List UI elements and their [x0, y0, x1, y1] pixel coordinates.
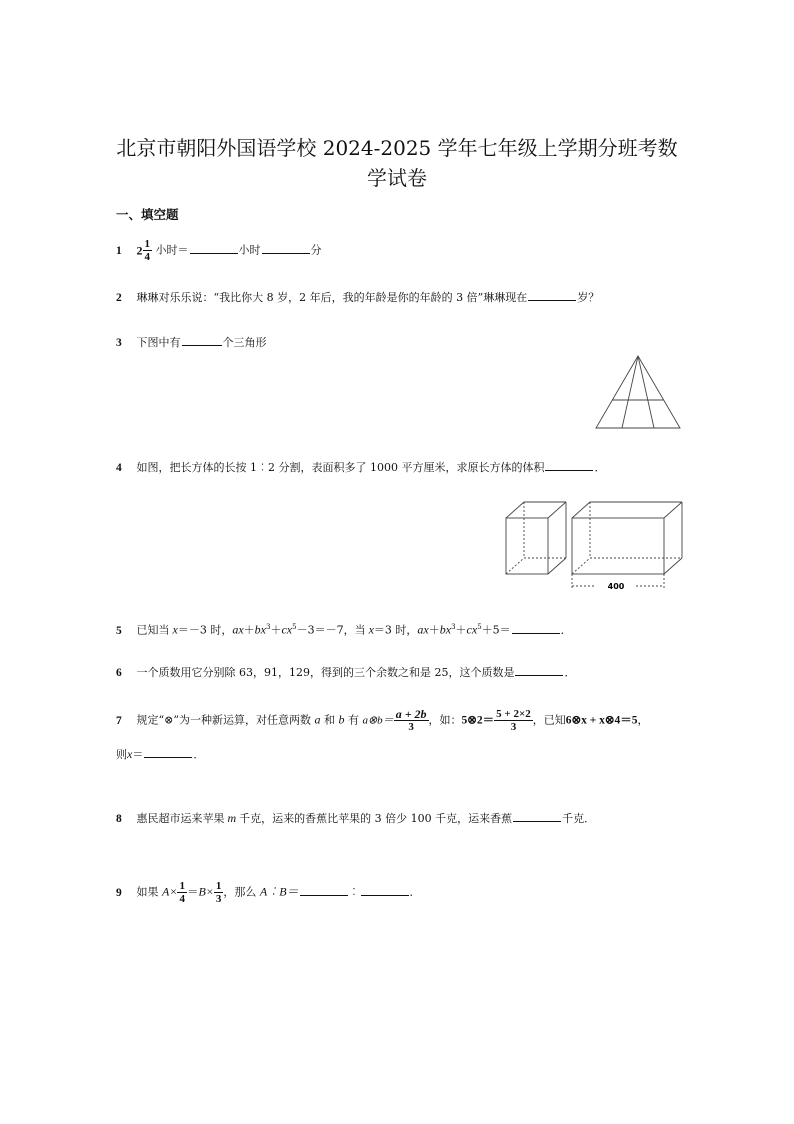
section-heading: 一、填空题 — [116, 207, 179, 222]
document-title-line-2: 学试卷 — [367, 166, 427, 190]
answer-blank[interactable] — [144, 746, 192, 758]
triangle-figure — [592, 352, 684, 432]
cuboid-figure — [500, 494, 690, 594]
fraction: $\frac{1}{3}$ — [215, 880, 222, 905]
answer-blank[interactable] — [545, 459, 593, 471]
answer-blank[interactable] — [528, 289, 576, 301]
question-5: 5 已知当 x＝－3 时，$ax+bx^3+cx^5-3=-7$，当 x＝3 时，$ax+bx^3+cx^5+5=$ ． — [116, 622, 572, 637]
answer-blank[interactable] — [515, 664, 563, 676]
answer-blank[interactable] — [262, 242, 310, 254]
answer-blank[interactable] — [300, 884, 348, 896]
answer-blank[interactable] — [361, 884, 409, 896]
answer-blank[interactable] — [512, 622, 560, 634]
fraction: $\frac{1}{4}$ — [144, 238, 150, 263]
fraction: $\frac{a + 2b}{3}$ — [395, 707, 427, 733]
question-4: 4 如图，把长方体的长按 1︰2 分割，表面积多了 1000 平方厘米，求原长方体的体积 ． — [116, 461, 606, 474]
fraction: $\frac{1}{4}$ — [179, 880, 185, 905]
answer-blank[interactable] — [182, 334, 222, 346]
answer-blank[interactable] — [513, 810, 561, 822]
question-8: 8 惠民超市运来苹果 m 千克，运来的香蕉比苹果的 3 倍少 100 千克，运来香蕉 千克． — [116, 811, 596, 825]
question-2: 2 琳琳对乐乐说：“我比你大 8 岁，2 年后，我的年龄是你的年龄的 3 倍”琳琳现在 岁？ — [116, 291, 600, 304]
answer-blank[interactable] — [190, 242, 238, 254]
dimension-label: 400 — [607, 582, 625, 591]
question-1: 1 2 $\frac{1}{4}$ 小时＝ 小时 分 — [116, 238, 322, 263]
question-7: 7 规定“⊗”为一种新运算，对任意两数 a 和 b 有 a⊗b＝ $\frac{a + 2b}{3}$ ，如：5⊗2＝ $\frac{5 + 2\times 2}{3}$ ，已知6⊗x + x⊗4＝5， — [116, 707, 649, 733]
fraction: $\frac{5 + 2\times 2}{3}$ — [496, 708, 531, 733]
question-7-line-2: 则x＝ ． — [116, 747, 205, 761]
question-3: 3 下图中有 个三角形 — [116, 336, 267, 349]
question-6: 6 一个质数用它分别除 63，91，129，得到的三个余数之和是 25，这个质数是 ． — [116, 666, 576, 679]
question-9: 9 如果 A× $\frac{1}{4}$ ＝B× $\frac{1}{3}$ ，那么 A︰B＝ ︰ ． — [116, 880, 421, 905]
document-title-line-1: 北京市朝阳外国语学校 2024-2025 学年七年级上学期分班考数 — [116, 136, 678, 160]
